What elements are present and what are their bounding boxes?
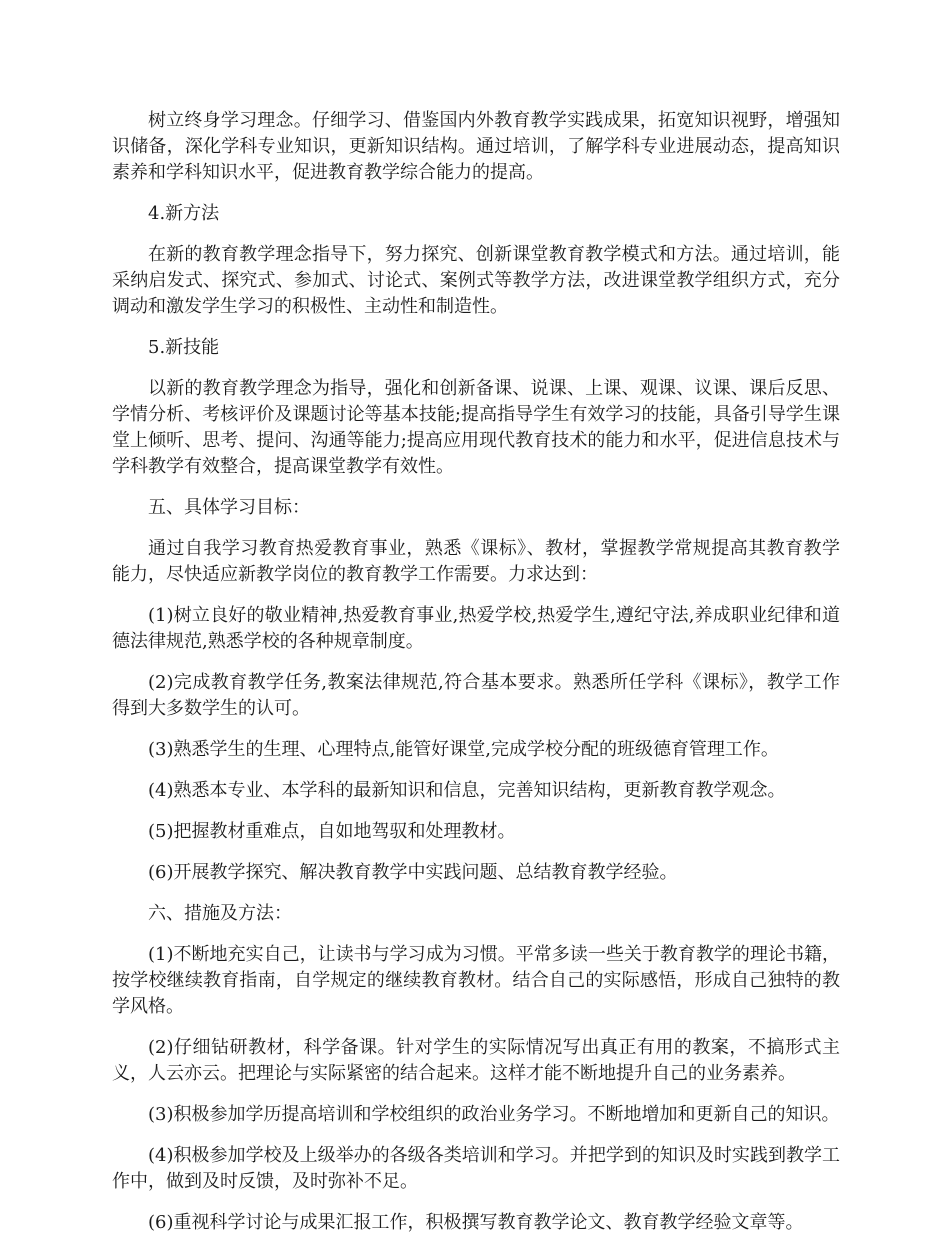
paragraph-lifelong-learning: 树立终身学习理念。仔细学习、借鉴国内外教育教学实践成果，拓宽知识视野，增强知识储备，深化学科专业知识，更新知识结构。通过培训，了解学科专业进展动态，提高知识素养和学科知识水平，促进教育教学综合能力的提高。 [112,110,840,183]
list-item-goal-6: (6)开展教学探究、解决教育教学中实践问题、总结教育教学经验。 [148,862,678,883]
list-item-measure-1: (1)不断地充实自己，让读书与学习成为习惯。平常多读一些关于教育教学的理论书籍，按学校继续教育指南，自学规定的继续教育教材。结合自己的实际感悟，形成自己独特的教学风格。 [112,944,840,1017]
list-item-goal-2: (2)完成教育教学任务,教案法律规范,符合基本要求。熟悉所任学科《课标》，教学工作得到大多数学生的认可。 [112,672,840,719]
list-item-goal-4: (4)熟悉本专业、本学科的最新知识和信息，完善知识结构，更新教育教学观念。 [148,780,786,801]
heading-new-methods: 4.新方法 [148,203,220,224]
document-body [112,108,840,1251]
paragraph-new-methods: 在新的教育教学理念指导下，努力探究、创新课堂教育教学模式和方法。通过培训，能采纳启发式、探究式、参加式、讨论式、案例式等教学方法，改进课堂教学组织方式，充分调动和激发学生学习的积极性、主动性和制造性。 [112,244,840,317]
list-item-goal-3: (3)熟悉学生的生理、心理特点,能管好课堂,完成学校分配的班级德育管理工作。 [148,739,779,760]
list-item-measure-4: (4)积极参加学校及上级举办的各级各类培训和学习。并把学到的知识及时实践到教学工作中，做到及时反馈，及时弥补不足。 [112,1145,840,1192]
list-item-measure-6: (6)重视科学讨论与成果汇报工作，积极撰写教育教学论文、教育教学经验文章等。 [148,1212,804,1233]
paragraph-new-skills: 以新的教育教学理念为指导，强化和创新备课、说课、上课、观课、议课、课后反思、学情分析、考核评价及课题讨论等基本技能;提高指导学生有效学习的技能，具备引导学生课堂上倾听、思考、提问、沟通等能力;提高应用现代教育技术的能力和水平，促进信息技术与学科教学有效整合，提高课堂教学有效性。 [112,378,840,477]
heading-new-skills: 5.新技能 [148,337,220,358]
list-item-goal-1: (1)树立良好的敬业精神,热爱教育事业,热爱学校,热爱学生,遵纪守法,养成职业纪律和道德法律规范,熟悉学校的各种规章制度。 [112,605,840,652]
list-item-measure-3: (3)积极参加学历提高培训和学校组织的政治业务学习。不断地增加和更新自己的知识。 [148,1104,840,1125]
heading-measures-methods: 六、措施及方法： [148,903,292,924]
list-item-goal-5: (5)把握教材重难点，自如地驾驭和处理教材。 [148,821,516,842]
heading-learning-goals: 五、具体学习目标： [148,497,310,518]
paragraph-learning-goals-intro: 通过自我学习教育热爱教育事业，熟悉《课标》、教材，掌握教学常规提高其教育教学能力，尽快适应新教学岗位的教育教学工作需要。力求达到： [112,538,840,585]
list-item-measure-2: (2)仔细钻研教材，科学备课。针对学生的实际情况写出真正有用的教案，不搞形式主义，人云亦云。把理论与实际紧密的结合起来。这样才能不断地提升自己的业务素养。 [112,1037,840,1084]
